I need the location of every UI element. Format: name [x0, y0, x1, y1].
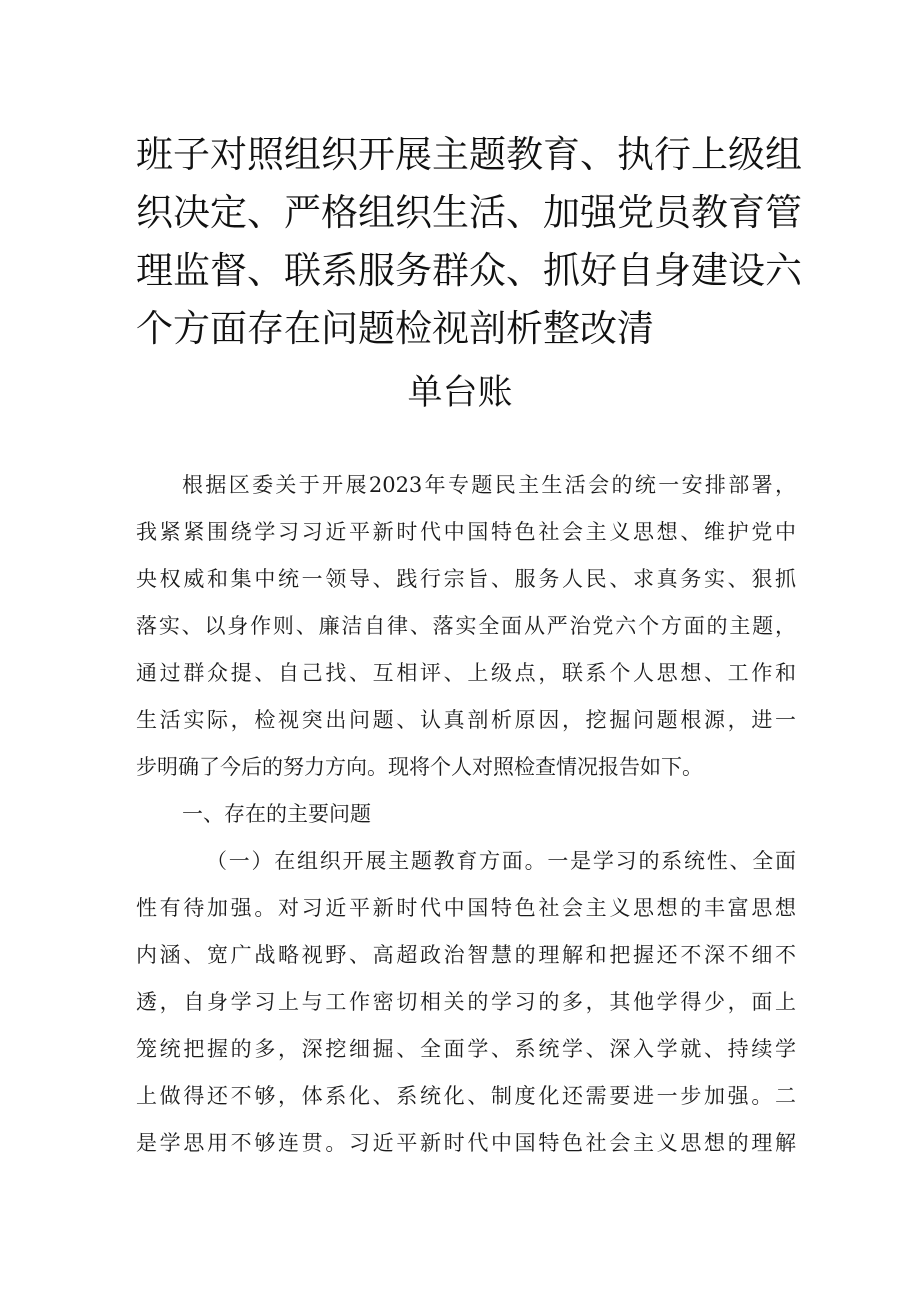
- section-line-6: 上做得还不够，体系化、系统化、制度化还需要进一步加强。二: [136, 1084, 796, 1108]
- intro-line-4: 落实、以身作则、廉洁自律、落实全面从严治党六个方面的主题，: [136, 614, 796, 638]
- document-body: [136, 462, 796, 1167]
- intro-line-3: 央权威和集中统一领导、践行宗旨、服务人民、求真务实、狠抓: [136, 567, 796, 591]
- title-line-3: 理监督、联系服务群众、抓好自身建设六: [136, 249, 802, 292]
- intro-line-5: 通过群众提、自己找、互相评、上级点，联系个人思想、工作和: [136, 661, 796, 685]
- section-line-7: 是学思用不够连贯。习近平新时代中国特色社会主义思想的理解: [136, 1131, 796, 1155]
- intro-line-6: 生活实际，检视突出问题、认真剖析原因，挖掘问题根源，进一: [136, 708, 796, 732]
- section-line-5: 笼统把握的多，深挖细掘、全面学、系统学、深入学就、持续学: [136, 1037, 796, 1061]
- title-line-2: 织决定、严格组织生活、加强党员教育管: [136, 191, 802, 234]
- title-line-1: 班子对照组织开展主题教育、执行上级组: [136, 133, 802, 176]
- intro-line-1: 根据区委关于开展2023年专题民主生活会的统一安排部署，: [182, 473, 796, 497]
- section-line-3: 内涵、宽广战略视野、高超政治智慧的理解和把握还不深不细不: [136, 943, 796, 967]
- section-heading: 一、存在的主要问题: [182, 802, 371, 826]
- section-line-4: 透，自身学习上与工作密切相关的学习的多，其他学得少，面上: [136, 990, 796, 1014]
- intro-line-7: 步明确了今后的努力方向。现将个人对照检查情况报告如下。: [136, 755, 703, 779]
- section-line-2: 性有待加强。对习近平新时代中国特色社会主义思想的丰富思想: [136, 896, 796, 920]
- document-title: [136, 126, 802, 358]
- intro-line-2: 我紧紧围绕学习习近平新时代中国特色社会主义思想、维护党中: [136, 520, 796, 544]
- section-line-1: （一）在组织开展主题教育方面。一是学习的系统性、全面: [206, 849, 796, 873]
- title-line-4: 个方面存在问题检视剖析整改清: [136, 307, 654, 350]
- title-line-5: 单台账: [407, 373, 513, 413]
